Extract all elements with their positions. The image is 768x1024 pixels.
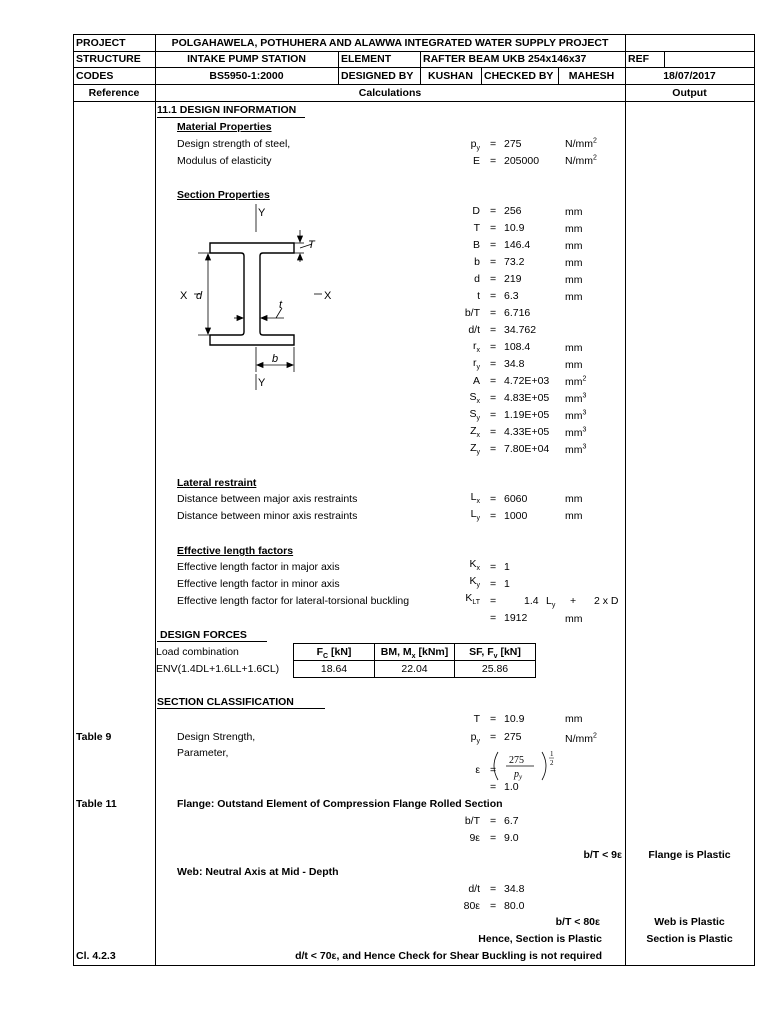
T-symbol: T — [473, 713, 480, 725]
equals: = — [490, 324, 497, 336]
klt-symbol: $K_{LT}$ — [465, 592, 480, 607]
fig-x-left-label: X — [180, 290, 188, 302]
section-title: Section Properties — [177, 189, 270, 201]
equals: = — [490, 290, 497, 302]
property-value: 146.4 — [504, 239, 531, 251]
property-symbol: $S_x$ — [469, 391, 480, 406]
equals: = — [490, 409, 497, 421]
modulus-unit: $N/mm^2$ — [565, 154, 597, 167]
table-header-row — [156, 644, 536, 661]
property-symbol: d/t — [468, 324, 480, 336]
col-reference: Reference — [88, 87, 140, 99]
property-unit: $mm^3$ — [565, 426, 587, 439]
col-output: Output — [672, 87, 707, 99]
fig-b-label: b — [272, 353, 279, 365]
minor-restraint-symbol: $L_y$ — [470, 508, 480, 523]
strength-label: Design strength of steel, — [177, 138, 291, 150]
equals: = — [490, 595, 497, 607]
design-info-title: 11.1 DESIGN INFORMATION — [157, 104, 297, 116]
fig-d-label: d — [196, 290, 203, 302]
equals: = — [490, 713, 497, 725]
lateral-title: Lateral restraint — [177, 477, 257, 489]
modulus-symbol: E — [472, 155, 480, 167]
design-strength-label: Design Strength, — [177, 731, 256, 743]
exponent-numerator: 1 — [550, 750, 554, 758]
equals: = — [490, 561, 497, 573]
equals: = — [490, 256, 497, 268]
property-unit: mm — [565, 359, 583, 371]
py-symbol: $p_y$ — [470, 731, 480, 746]
property-unit: mm — [565, 342, 583, 354]
nine-epsilon-value: 9.0 — [504, 832, 519, 844]
property-value: 34.8 — [504, 358, 525, 370]
element-value: RAFTER BEAM UKB 254x146x37 — [423, 53, 587, 65]
klt-term2: 2 x D — [594, 595, 619, 607]
modulus-label: Modulus of elasticity — [177, 155, 272, 167]
structure-label: STRUCTURE — [76, 53, 141, 65]
dt-symbol: d/t — [468, 883, 480, 895]
minor-restraint-value: 1000 — [504, 510, 528, 522]
col-calculations: Calculations — [358, 87, 422, 99]
table9-reference: Table 9 — [76, 731, 112, 743]
exponent-denominator: 2 — [550, 759, 554, 767]
clause-reference: Cl. 4.2.3 — [76, 950, 116, 962]
minor-restraint-label: Distance between minor axis restraints — [177, 510, 358, 522]
checked-by-value: MAHESH — [568, 70, 615, 82]
equals: = — [490, 612, 497, 624]
equals: = — [490, 138, 497, 150]
property-value: 1.19E+05 — [504, 409, 550, 421]
property-value: 6.716 — [504, 307, 531, 319]
strength-unit: $N/mm^2$ — [565, 137, 597, 150]
klt-length: $L_y$ — [546, 595, 556, 610]
equals: = — [490, 443, 497, 455]
fig-y-top-label: Y — [258, 207, 266, 219]
fig-t-label: t — [279, 299, 283, 311]
strength-symbol: $p_y$ — [470, 138, 480, 153]
element-label: ELEMENT — [341, 53, 392, 65]
kx-label: Effective length factor in major axis — [177, 561, 340, 573]
designed-by-label: DESIGNED BY — [341, 70, 414, 82]
web-result: Web is Plastic — [654, 916, 725, 928]
fig-T-label: T — [308, 239, 315, 251]
property-symbol: $r_y$ — [473, 357, 480, 372]
load-combination-value: ENV(1.4DL+1.6LL+1.6CL) — [156, 663, 280, 675]
major-restraint-symbol: $L_x$ — [470, 491, 480, 506]
equals: = — [490, 205, 497, 217]
fig-y-bottom-label: Y — [258, 377, 266, 389]
bT-symbol: b/T — [464, 815, 480, 827]
table-row — [156, 661, 536, 678]
klt-result: 1912 — [504, 612, 528, 624]
equals: = — [490, 493, 497, 505]
property-symbol: $S_y$ — [469, 408, 480, 423]
epsilon-denominator: $p_y$ — [514, 769, 523, 781]
ky-symbol: $K_y$ — [469, 575, 480, 590]
klt-unit: mm — [565, 613, 583, 625]
strength-value: 275 — [504, 138, 522, 150]
major-restraint-unit: mm — [565, 493, 583, 505]
flange-title: Flange: Outstand Element of Compression Flange Rolled Section — [177, 798, 503, 810]
bT-value: 6.7 — [504, 815, 519, 827]
nine-epsilon-symbol: 9ε — [469, 832, 480, 844]
equals: = — [490, 307, 497, 319]
property-value: 4.72E+03 — [504, 375, 550, 387]
klt-plus: + — [570, 595, 577, 607]
bm-value: 22.04 — [375, 661, 455, 678]
web-check: b/T < 80ε — [555, 916, 600, 928]
property-unit: mm — [565, 291, 583, 303]
property-value: 256 — [504, 205, 522, 217]
equals: = — [490, 222, 497, 234]
property-value: 108.4 — [504, 341, 531, 353]
fc-value: 18.64 — [294, 661, 375, 678]
property-value: 73.2 — [504, 256, 525, 268]
major-restraint-value: 6060 — [504, 493, 528, 505]
epsilon-value: 1.0 — [504, 781, 519, 793]
property-value: 4.33E+05 — [504, 426, 550, 438]
property-unit: $mm^3$ — [565, 409, 587, 422]
section-result: Section is Plastic — [646, 933, 733, 945]
project-value: POLGAHAWELA, POTHUHERA AND ALAWWA INTEGRATED WATER SUPPLY PROJECT — [171, 37, 609, 49]
py-unit: $N/mm^2$ — [565, 732, 597, 745]
date-value: 18/07/2017 — [663, 70, 716, 82]
parameter-label: Parameter, — [177, 747, 229, 759]
table11-reference: Table 11 — [76, 798, 117, 810]
property-symbol: $Z_x$ — [470, 425, 480, 440]
property-symbol: D — [472, 205, 480, 217]
kx-symbol: $K_x$ — [469, 558, 480, 573]
equals: = — [490, 239, 497, 251]
sf-header: SF, $F_v$ [kN] — [455, 644, 536, 661]
equals: = — [490, 764, 497, 776]
flange-check: b/T < 9ε — [583, 849, 622, 861]
equals: = — [490, 883, 497, 895]
minor-restraint-unit: mm — [565, 510, 583, 522]
property-symbol: b/T — [464, 307, 480, 319]
flange-result: Flange is Plastic — [648, 849, 731, 861]
fc-header: $F_C$ [kN] — [294, 644, 375, 661]
property-symbol: t — [477, 290, 480, 302]
structure-value: INTAKE PUMP STATION — [187, 53, 306, 65]
property-value: 4.83E+05 — [504, 392, 550, 404]
codes-value: BS5950-1:2000 — [209, 70, 284, 82]
equals: = — [490, 781, 497, 793]
property-symbol: T — [473, 222, 480, 234]
property-unit: mm — [565, 240, 583, 252]
equals: = — [490, 731, 497, 743]
designed-by-value: KUSHAN — [428, 70, 473, 82]
property-symbol: $r_x$ — [473, 340, 480, 355]
equals: = — [490, 392, 497, 404]
property-unit: mm — [565, 206, 583, 218]
ky-label: Effective length factor in minor axis — [177, 578, 340, 590]
equals: = — [490, 358, 497, 370]
klt-label: Effective length factor for lateral-torsional buckling — [177, 595, 410, 607]
classification-title: SECTION CLASSIFICATION — [157, 696, 294, 708]
equals: = — [490, 273, 497, 285]
property-symbol: B — [472, 239, 480, 251]
equals: = — [490, 341, 497, 353]
epsilon-formula — [488, 748, 568, 784]
material-title: Material Properties — [177, 121, 272, 133]
ky-value: 1 — [504, 578, 510, 590]
forces-table — [156, 643, 536, 678]
property-symbol: $Z_y$ — [470, 442, 480, 457]
fig-x-right-label: X — [324, 290, 332, 302]
equals: = — [490, 900, 497, 912]
equals: = — [490, 510, 497, 522]
sf-value: 25.86 — [455, 661, 536, 678]
property-value: 34.762 — [504, 324, 537, 336]
property-symbol: b — [474, 256, 480, 268]
py-value: 275 — [504, 731, 522, 743]
property-value: 219 — [504, 273, 522, 285]
major-restraint-label: Distance between major axis restraints — [177, 493, 358, 505]
property-symbol: A — [472, 375, 480, 387]
property-unit: $mm^2$ — [565, 375, 587, 388]
property-unit: $mm^3$ — [565, 443, 587, 456]
ref-label: REF — [628, 53, 649, 65]
epsilon-symbol: ε — [475, 764, 480, 776]
property-value: 7.80E+04 — [504, 443, 550, 455]
shear-buckling-note: d/t < 70ε, and Hence Check for Shear Buckling is not required — [295, 950, 602, 962]
klt-coefficient: 1.4 — [524, 595, 539, 607]
load-combination-header: Load combination — [156, 646, 239, 658]
equals: = — [490, 832, 497, 844]
project-label: PROJECT — [76, 37, 126, 49]
checked-by-label: CHECKED BY — [484, 70, 554, 82]
property-value: 10.9 — [504, 222, 525, 234]
eighty-epsilon-symbol: 80ε — [463, 900, 480, 912]
equals: = — [490, 375, 497, 387]
equals: = — [490, 815, 497, 827]
equals: = — [490, 426, 497, 438]
section-conclusion: Hence, Section is Plastic — [478, 933, 602, 945]
modulus-value: 205000 — [504, 155, 540, 167]
property-unit: $mm^3$ — [565, 392, 587, 405]
codes-label: CODES — [76, 70, 114, 82]
epsilon-numerator: 275 — [509, 755, 524, 766]
kx-value: 1 — [504, 561, 510, 573]
property-unit: mm — [565, 257, 583, 269]
forces-title: DESIGN FORCES — [160, 629, 247, 641]
effective-title: Effective length factors — [177, 545, 294, 557]
equals: = — [490, 578, 497, 590]
bm-header: BM, $M_x$ [kNm] — [375, 644, 455, 661]
dt-value: 34.8 — [504, 883, 525, 895]
property-value: 6.3 — [504, 290, 519, 302]
T-value: 10.9 — [504, 713, 525, 725]
property-unit: mm — [565, 223, 583, 235]
T-unit: mm — [565, 713, 583, 725]
i-section-diagram — [176, 202, 356, 392]
property-unit: mm — [565, 274, 583, 286]
eighty-epsilon-value: 80.0 — [504, 900, 525, 912]
equals: = — [490, 155, 497, 167]
property-symbol: d — [474, 273, 480, 285]
web-title: Web: Neutral Axis at Mid - Depth — [177, 866, 339, 878]
